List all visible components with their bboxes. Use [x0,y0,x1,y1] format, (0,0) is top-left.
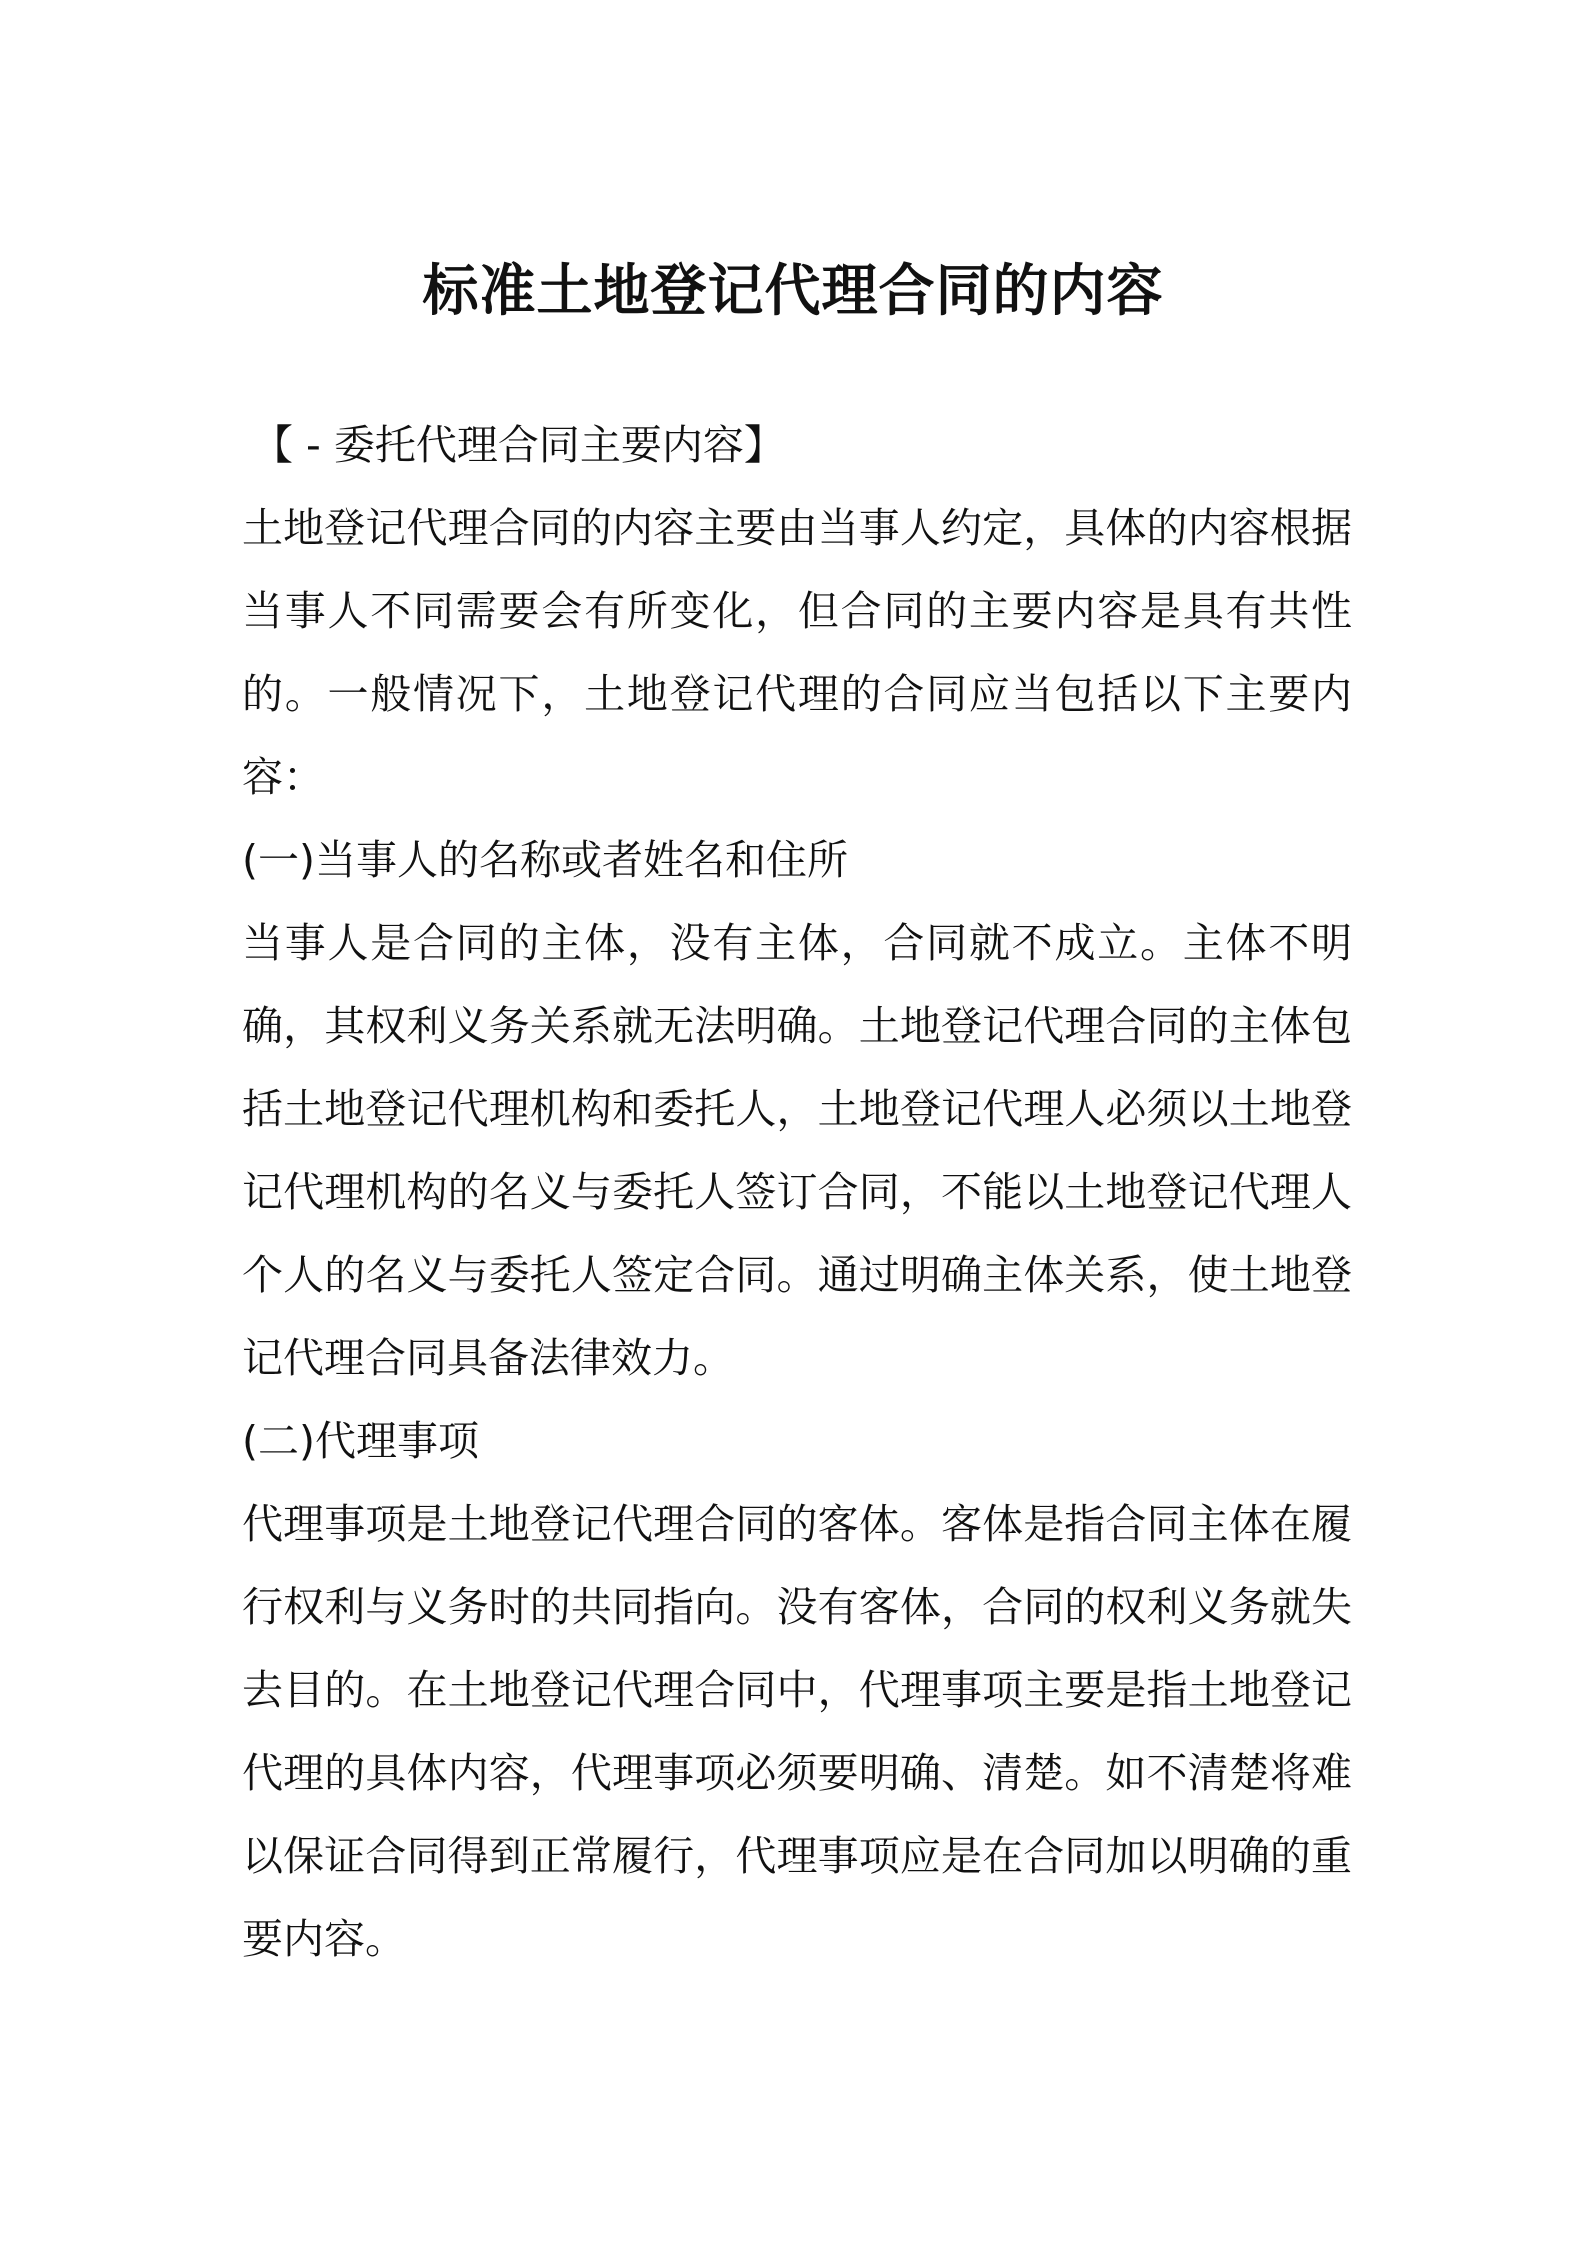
document-body [242,404,1352,1981]
section-heading-2: (二)代理事项 [242,1417,479,1465]
section-tag: 【 - 委托代理合同主要内容】 [252,421,785,469]
section-heading-1: (一)当事人的名称或者姓名和住所 [242,836,848,884]
intro-paragraph: 土地登记代理合同的内容主要由当事人约定，具体的内容根据当事人不同需要会有所变化，但合同的主要内容是具有共性的。一般情况下，土地登记代理的合同应当包括以下主要内容： [242,504,1352,801]
section-body-2: 代理事项是土地登记代理合同的客体。客体是指合同主体在履行权利与义务时的共同指向。没有客体，合同的权利义务就失去目的。在土地登记代理合同中，代理事项主要是指土地登记代理的具体内容，代理事项必须要明确、清楚。如不清楚将难以保证合同得到正常履行，代理事项应是在合同加以明确的重要内容。 [242,1500,1352,1963]
document-title: 标准土地登记代理合同的内容 [422,259,1164,324]
section-body-1: 当事人是合同的主体，没有主体，合同就不成立。主体不明确，其权利义务关系就无法明确。土地登记代理合同的主体包括土地登记代理机构和委托人，土地登记代理人必须以土地登记代理机构的名义与委托人签订合同，不能以土地登记代理人个人的名义与委托人签定合同。通过明确主体关系，使土地登记代理合同具备法律效力。 [242,919,1352,1382]
